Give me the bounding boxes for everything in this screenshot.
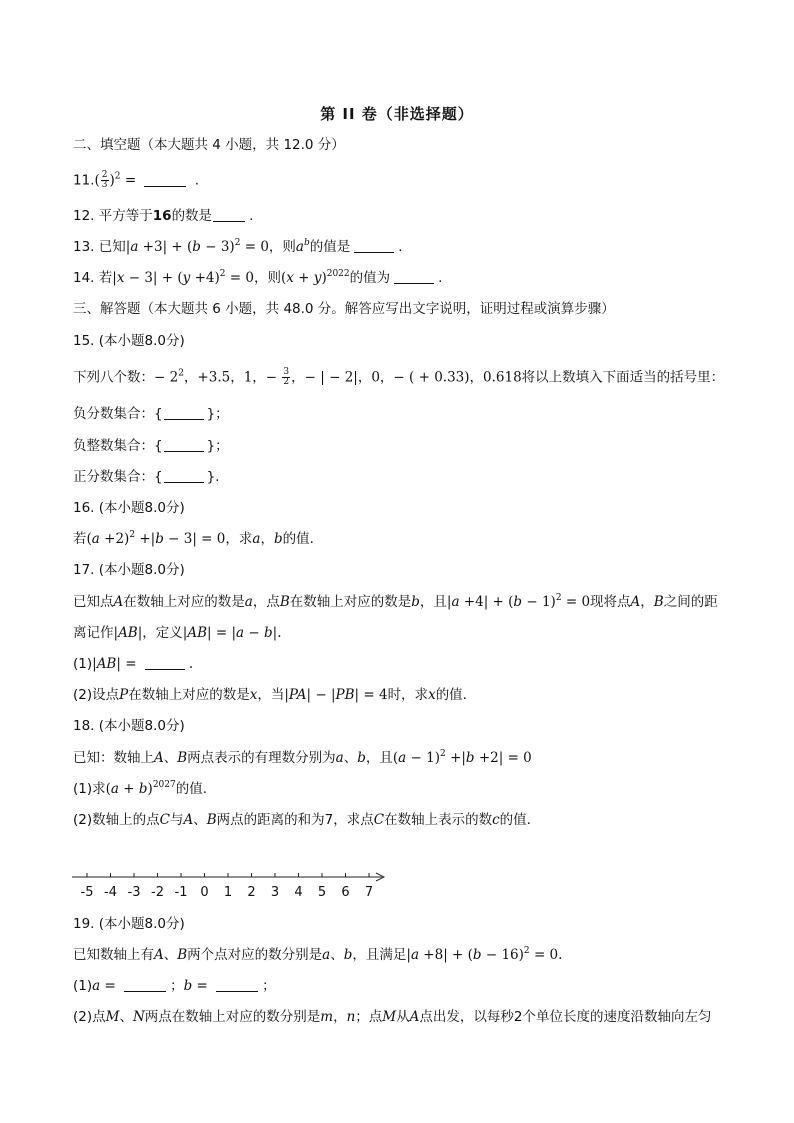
answer-blank[interactable] — [145, 657, 185, 670]
set-positive-fractions: 正分数集合：{ }. — [73, 469, 220, 485]
set-negative-fractions: 负分数集合：{ }； — [73, 406, 229, 422]
question-13: 13. 已知$|a +3| + (b - 3)^2 = 0$，则$a^b$的值是 . — [73, 238, 403, 255]
answer-blank[interactable] — [164, 439, 204, 452]
answer-blank[interactable] — [164, 407, 204, 420]
number-line-tick-label: -5 — [80, 885, 94, 900]
question-12: 12. 平方等于16的数是 . — [73, 208, 254, 224]
question-18-part-2: (2)数轴上的点C与A、B两点的距离的和为7，求点C在数轴上表示的数c的值. — [73, 812, 531, 828]
number-line-tick-label: 7 — [364, 885, 374, 900]
number-line-tick-label: 1 — [223, 885, 233, 900]
question-17-body-1: 已知点A在数轴上对应的数是a，点B在数轴上对应的数是b，且$|a +4| + (b - 1)^2 = 0$现将点A，B之间的距 — [73, 593, 718, 610]
question-15-label: 15. (本小题8.0分) — [73, 333, 185, 349]
question-19-body: 已知数轴上有A、B两个点对应的数分别是a、b，且满足$|a +8| + (b - 16)^2 = 0$. — [73, 946, 563, 963]
number-line-tick-label: 4 — [294, 885, 303, 900]
question-17-part-2: (2)设点P在数轴上对应的数是x，当|PA| − |PB| = 4时，求x的值. — [73, 687, 467, 703]
question-18-part-1: (1)求$(a + b)^{2027}$的值. — [73, 780, 208, 797]
question-17-label: 17. (本小题8.0分) — [73, 562, 185, 578]
answer-blank[interactable] — [164, 470, 204, 483]
question-14: 14. 若$|x - 3| + (y +4)^2 = 0$，则$(x + y)^{2022}$的值为 . — [73, 269, 443, 286]
question-18-body: 已知：数轴上A、B两点表示的有理数分别为a、b，且$(a - 1)^2 +|b +2| = 0$ — [73, 749, 532, 766]
question-17-body-2: 离记作|AB|，定义|AB| = |a − b|. — [73, 625, 282, 641]
set-negative-integers: 负整数集合：{ }； — [73, 438, 229, 454]
answer-blank[interactable] — [144, 174, 186, 187]
question-18-label: 18. (本小题8.0分) — [73, 718, 185, 734]
answer-blank-b[interactable] — [216, 979, 258, 992]
number-line-tick-label: -4 — [104, 885, 117, 900]
answer-blank[interactable] — [394, 271, 434, 284]
question-17-part-1: (1)|AB| = . — [73, 656, 194, 672]
question-11: 11.( $\frac{2}{3}$ )$^2$ = . — [73, 170, 200, 190]
number-line-tick-label: 3 — [270, 885, 280, 900]
question-16-body: 若$(a +2)^2 +|b - 3| = 0$，求a，b的值. — [73, 530, 314, 547]
number-line-tick-label: -2 — [151, 885, 164, 900]
section-fill-blank-header: 二、填空题（本大题共 4 小题，共 12.0 分） — [73, 137, 345, 153]
fraction: $\frac{3}{2}$ — [283, 367, 290, 387]
question-19-label: 19. (本小题8.0分) — [73, 916, 185, 932]
question-15-body: 下列八个数：− $2^2$，+3.5，1，− $\frac{3}{2}$ ，− | − 2|，0，− ( + 0.33)，0.618将以上数填入下面适当的括号里： — [73, 367, 725, 387]
answer-blank[interactable] — [213, 209, 245, 222]
number-line-tick-label: -3 — [127, 885, 141, 900]
fraction: $\frac{2}{3}$ — [101, 170, 108, 190]
answer-blank-a[interactable] — [124, 979, 166, 992]
number-line-tick-label: 6 — [341, 885, 350, 900]
question-16-label: 16. (本小题8.0分) — [73, 500, 185, 516]
question-19-part-1: (1)a = ；b = ； — [73, 978, 276, 994]
number-line-tick-label: -1 — [174, 885, 188, 900]
question-19-part-2: (2)点M、N两点在数轴上对应的数分别是m，n；点M从A点出发，以每秒2个单位长度的速度沿数轴向左匀 — [73, 1009, 712, 1025]
section-answer-header: 三、解答题（本大题共 6 小题，共 48.0 分。解答应写出文字说明，证明过程或演算步骤） — [73, 301, 615, 317]
number-line — [70, 868, 390, 902]
answer-blank[interactable] — [354, 240, 394, 253]
number-line-tick-label: 0 — [200, 885, 209, 900]
number-line-tick-label: 2 — [247, 885, 256, 900]
page-title: 第 II 卷（非选择题） — [320, 105, 474, 123]
number-line-tick-label: 5 — [317, 885, 327, 900]
